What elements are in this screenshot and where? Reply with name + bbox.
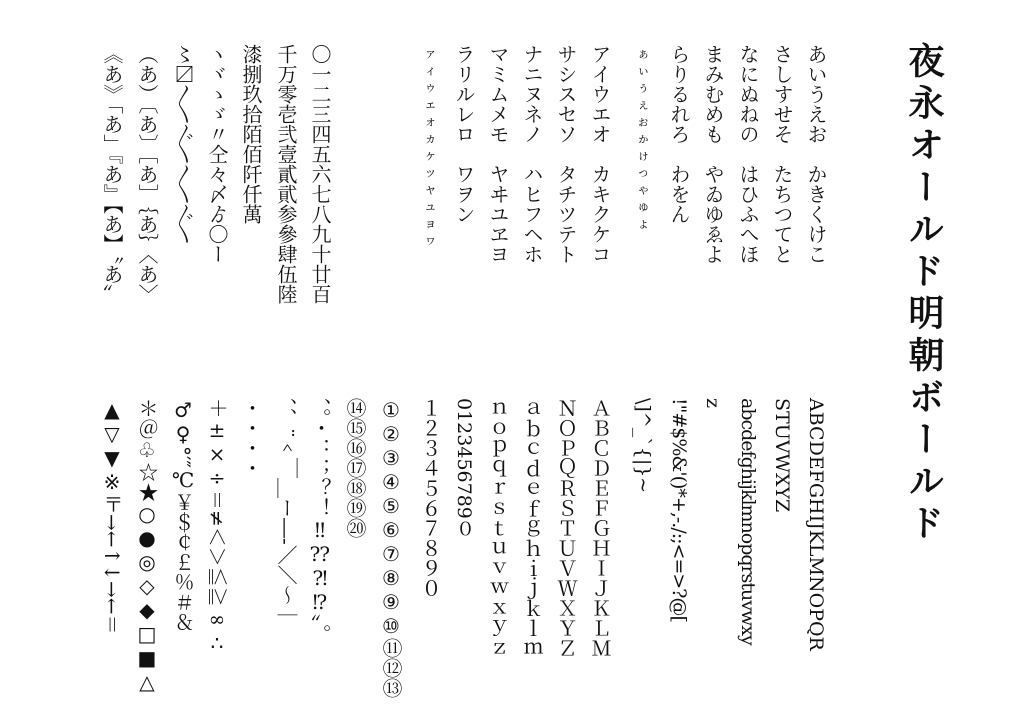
misc-symbols-row: ＊＠♧☆★○●◎◇◆□■△: [135, 398, 159, 694]
kanji-numerals-row: 〇一二三四五六七八九十廿百: [308, 44, 332, 304]
hiragana-row: あいうえお かきくけこ: [804, 44, 828, 264]
misc-symbols-row: ♂♀°′″℃￥＄￠￡％＃＆: [171, 398, 195, 633]
kanji-formal-row: 千万零壱弐壹貳貮参參肆伍陸: [274, 44, 298, 304]
digits-fullwidth-row: １２３４５６７８９０: [418, 398, 442, 598]
fullwidth-upper-row: ＮＯＰＱＲＳＴＵＶＷＸＹＺ: [554, 398, 578, 658]
japanese-punct-row: 、。・：；？！‼⁇⁈⁉〟。: [308, 398, 332, 644]
katakana-row: アイウエオ カキクケコ: [588, 44, 612, 264]
katakana-row: マミムメモ ヤヰユヱヨ: [486, 44, 510, 264]
latin-upper-row: ABCDEFGHIJKLMNOPQR: [805, 398, 827, 651]
hiragana-row: らりるれろ わをん: [667, 44, 691, 224]
iteration-marks-row: ヽヾゝゞ〃仝々〆ゟ〇ー: [205, 44, 229, 264]
latin-lower-row: z: [702, 398, 724, 409]
latin-upper-row: STUVWXYZ: [771, 398, 793, 513]
katakana-small-row: ァィゥェォヵヶッャュョヮ: [419, 48, 434, 252]
kanji-formal-row: 漆捌玖拾陌佰阡仟萬: [239, 44, 263, 224]
latin-lower-row: abcdefghijklmnopqrstuvwxy: [737, 398, 759, 645]
brackets-row: 《あ》「あ」『あ』【あ】〝あ〟: [100, 44, 124, 304]
circled-numbers-row: ⑭⑮⑯⑰⑱⑲⑳: [343, 398, 367, 538]
math-symbols-row: ＋±×÷＝≠＜＞≦≧∞∴: [205, 398, 229, 655]
misc-symbols-row: ▲▽▼※〒→←↑↓→←＝: [100, 398, 124, 635]
digits-narrow-row: 0123456789０: [453, 398, 475, 538]
dashes-row: 、、¨＾￣＿ー―‐／＼～｜: [274, 398, 298, 625]
circled-numbers-row: ①②③④⑤⑥⑦⑧⑨⑩⑪⑫⑬: [379, 398, 403, 698]
katakana-row: ラリルレロ ワヲン: [452, 44, 476, 224]
dots-row: ・・・・: [239, 398, 263, 478]
hiragana-row: まみむめも やゐゆゑよ: [701, 44, 725, 264]
latin-punct-row: !"#$%&'()*+,-./:;<=>?@[: [668, 398, 690, 622]
hiragana-row: さしすせそ たちつてと: [770, 44, 794, 264]
brackets-row: （あ）〔あ〕［あ］｛あ｝〈あ〉: [135, 44, 159, 304]
hiragana-row: なにぬねの はひふへほ: [736, 44, 760, 264]
katakana-row: サシスセソ タチツテト: [554, 44, 578, 264]
specimen-title: 夜永オールド明朝ボールド: [903, 42, 945, 546]
fullwidth-upper-row: ＡＢＣＤＥＦＧＨＩＪＫＬＭ: [588, 398, 612, 658]
latin-punct-row: \]^_`{|}~: [632, 398, 654, 494]
odoriji-row: 〻〼〳〵〴〵〱〲: [171, 44, 195, 244]
fullwidth-lower-row: ａｂｃｄｅｆｇｈｉｊｋｌｍ: [520, 398, 544, 658]
hiragana-small-row: ぁぃぅぇぉゕゖっゃゅょ: [632, 48, 647, 235]
katakana-row: ナニヌネノ ハヒフヘホ: [520, 44, 544, 264]
fullwidth-lower-row: ｎｏｐｑｒｓｔｕｖｗｘｙｚ: [486, 398, 510, 658]
